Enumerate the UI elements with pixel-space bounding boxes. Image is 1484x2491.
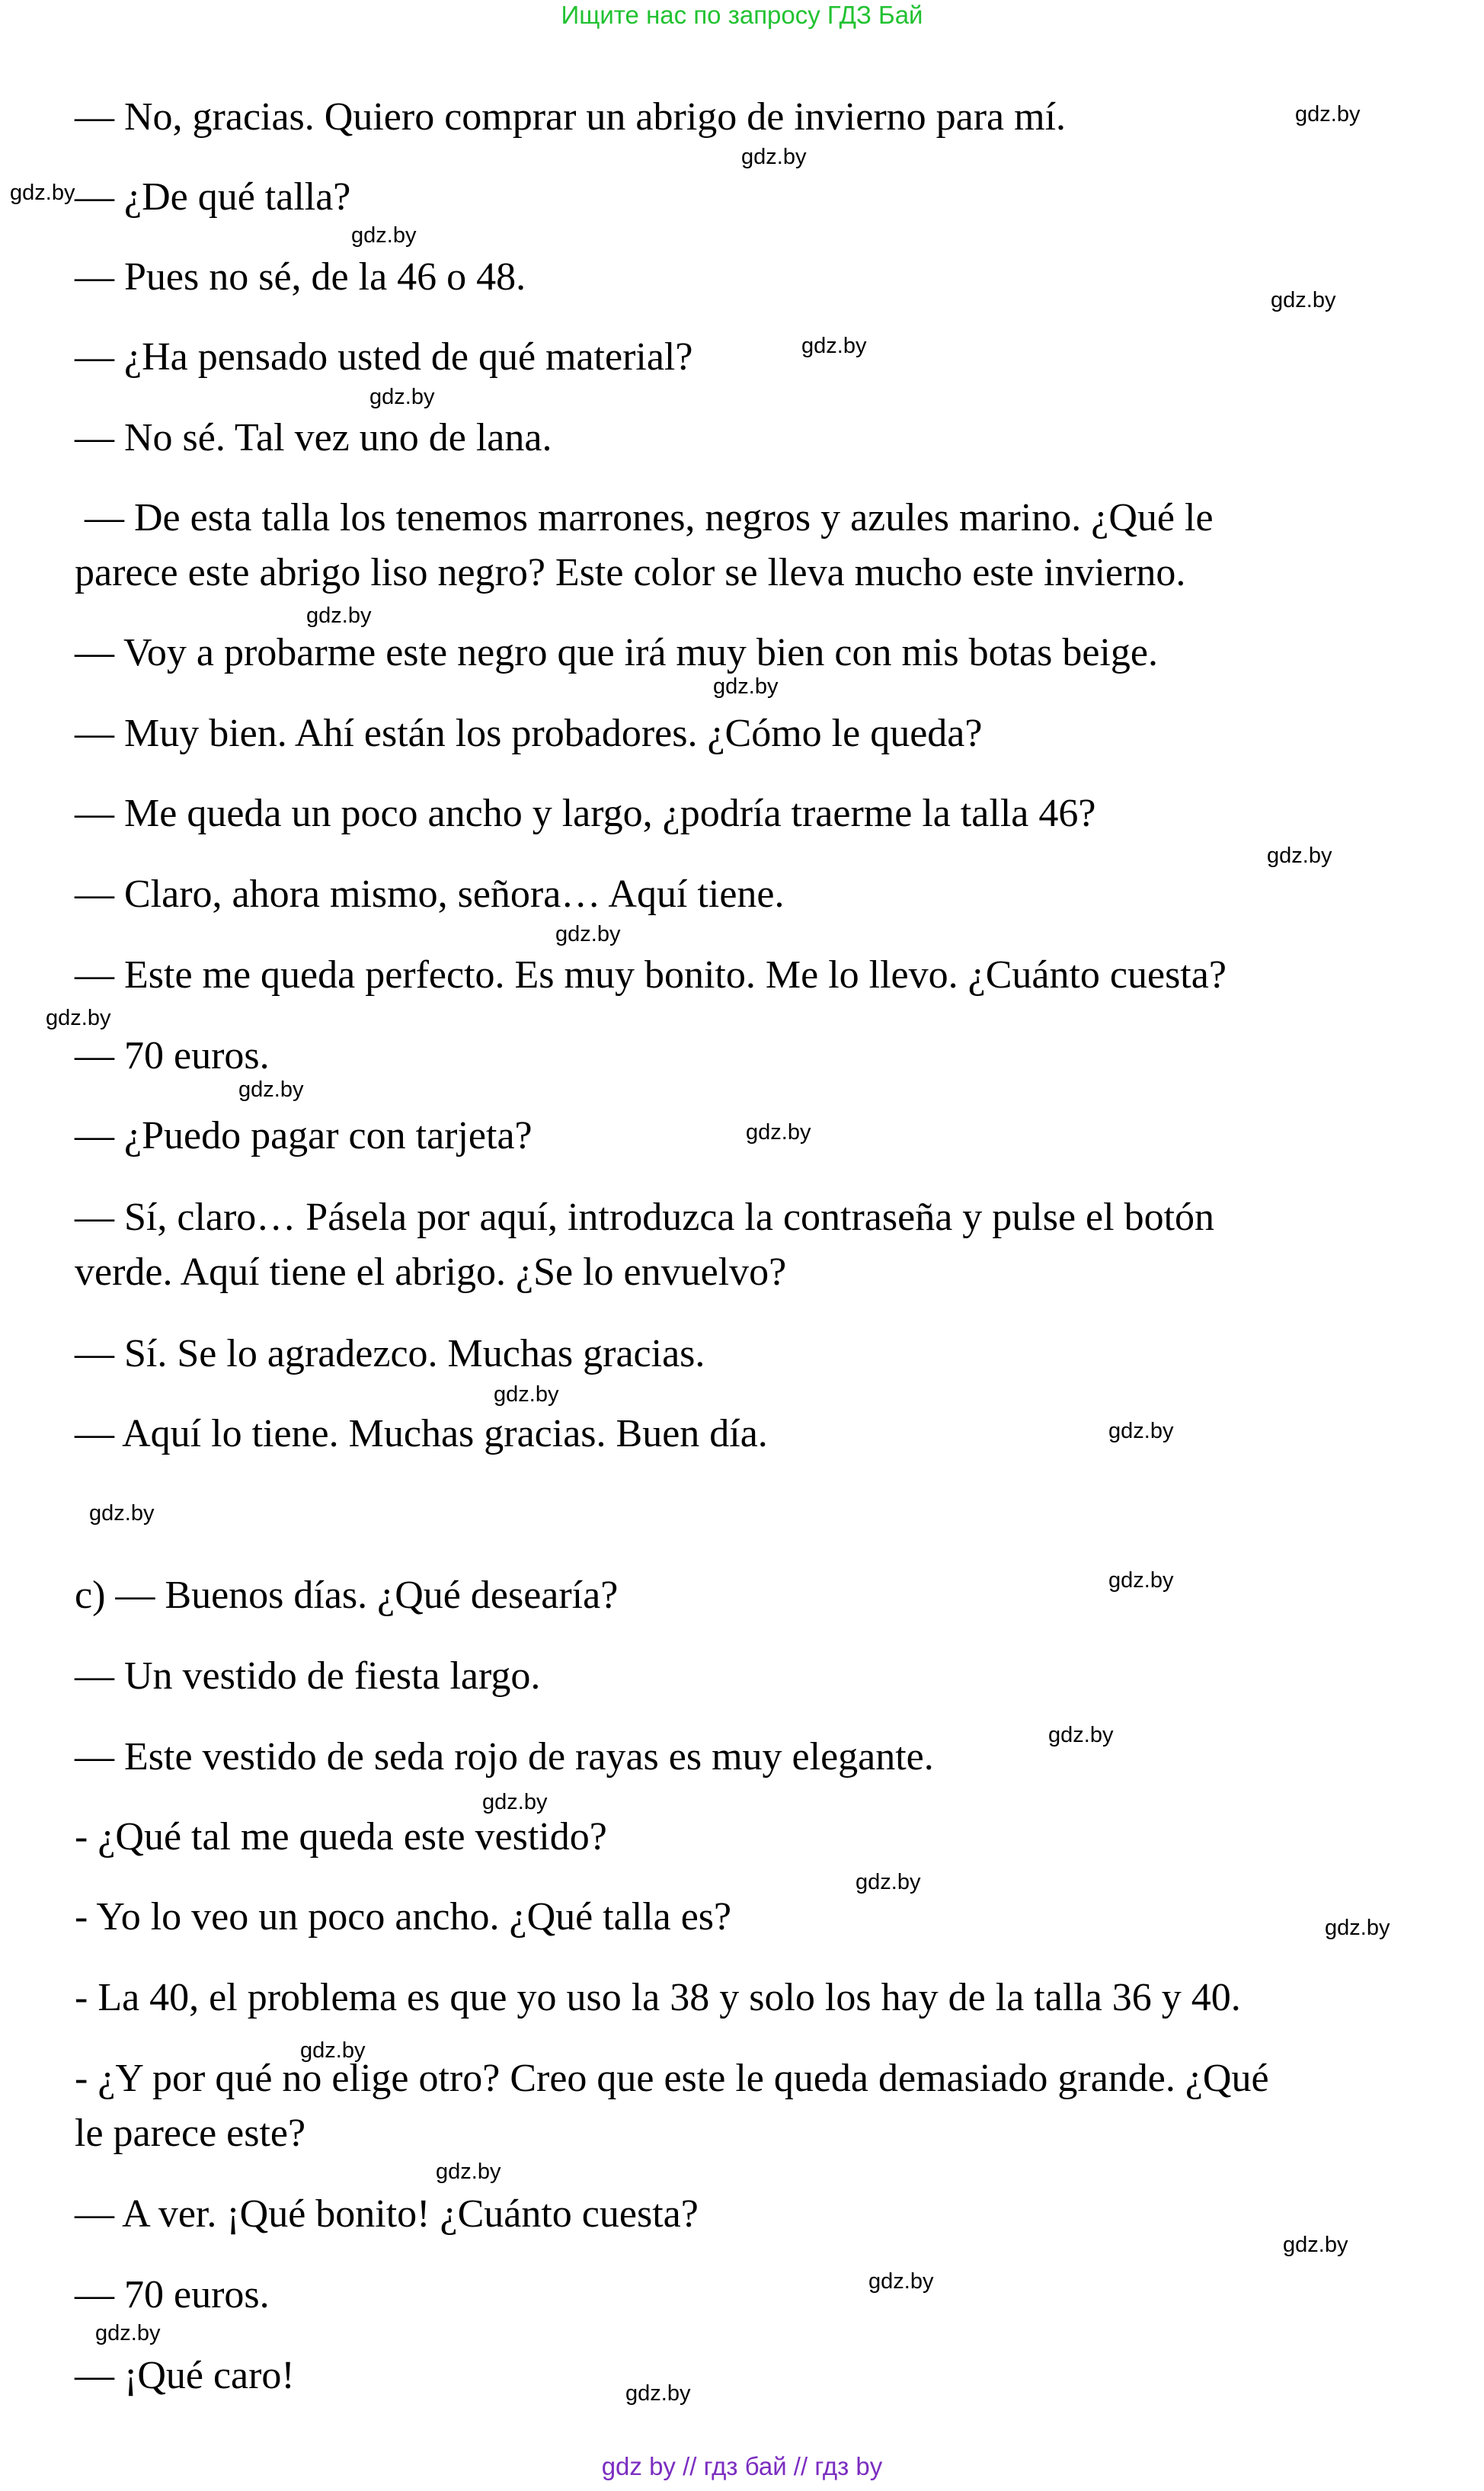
watermark: gdz.by <box>46 1006 111 1030</box>
watermark: gdz.by <box>482 1790 548 1814</box>
watermark: gdz.by <box>1271 288 1336 312</box>
dialogue-line: — Aquí lo tiene. Muchas gracias. Buen día. <box>75 1412 768 1455</box>
dialogue-line: - Yo lo veo un poco ancho. ¿Qué talla es? <box>75 1895 732 1939</box>
watermark: gdz.by <box>1325 1916 1390 1940</box>
dialogue-line: — Un vestido de fiesta largo. <box>75 1654 541 1698</box>
dialogue-line: — Sí, claro… Pásela por aquí, introduzca la contraseña y pulse el botón <box>75 1196 1215 1239</box>
page-header-banner: Ищите нас по запросу ГДЗ Бай <box>561 1 923 29</box>
watermark: gdz.by <box>89 1501 155 1526</box>
dialogue-line: — 70 euros. <box>75 1034 270 1077</box>
dialogue-line: — Este vestido de seda rojo de rayas es muy elegante. <box>75 1735 934 1779</box>
watermark: gdz.by <box>801 334 867 358</box>
watermark: gdz.by <box>1108 1568 1174 1593</box>
dialogue-line: — ¿Puedo pagar con tarjeta? <box>75 1114 533 1157</box>
watermark: gdz.by <box>1283 2233 1348 2257</box>
watermark: gdz.by <box>10 181 75 205</box>
dialogue-line: — ¿Ha pensado usted de qué material? <box>75 335 693 379</box>
dialogue-line: — No, gracias. Quiero comprar un abrigo de invierno para mí. <box>75 95 1067 139</box>
watermark: gdz.by <box>713 674 779 699</box>
watermark: gdz.by <box>238 1077 304 1102</box>
watermark: gdz.by <box>306 604 372 628</box>
watermark: gdz.by <box>300 2038 366 2063</box>
watermark: gdz.by <box>1048 1723 1114 1747</box>
watermark: gdz.by <box>741 145 807 169</box>
dialogue-line: - ¿Y por qué no elige otro? Creo que este le queda demasiado grande. ¿Qué <box>75 2057 1269 2100</box>
watermark: gdz.by <box>1295 102 1361 126</box>
watermark: gdz.by <box>1108 1419 1174 1443</box>
dialogue-line: — ¿De qué talla? <box>75 175 351 219</box>
dialogue-line: le parece este? <box>75 2112 306 2155</box>
dialogue-line: parece este abrigo liso negro? Este color se lleva mucho este invierno. <box>75 551 1186 594</box>
watermark: gdz.by <box>856 1870 921 1894</box>
watermark: gdz.by <box>625 2381 691 2406</box>
watermark: gdz.by <box>1267 844 1332 868</box>
watermark: gdz.by <box>351 223 417 248</box>
watermark: gdz.by <box>494 1382 559 1407</box>
dialogue-line: — Muy bien. Ahí están los probadores. ¿Cómo le queda? <box>75 712 983 755</box>
dialogue-line: — 70 euros. <box>75 2273 270 2317</box>
dialogue-line: — No sé. Tal vez uno de lana. <box>75 416 552 459</box>
watermark: gdz.by <box>746 1120 811 1145</box>
watermark: gdz.by <box>95 2321 161 2345</box>
dialogue-line: — A ver. ¡Qué bonito! ¿Cuánto cuesta? <box>75 2192 699 2236</box>
watermark: gdz.by <box>436 2160 501 2184</box>
dialogue-line: verde. Aquí tiene el abrigo. ¿Se lo envuelvo? <box>75 1250 787 1294</box>
dialogue-line: — Pues no sé, de la 46 o 48. <box>75 255 526 299</box>
dialogue-line: — Voy a probarme este negro que irá muy bien con mis botas beige. <box>75 631 1158 674</box>
dialogue-line: c) — Buenos días. ¿Qué desearía? <box>75 1574 619 1617</box>
dialogue-line: - ¿Qué tal me queda este vestido? <box>75 1815 607 1859</box>
dialogue-line: — Me queda un poco ancho y largo, ¿podría traerme la talla 46? <box>75 792 1096 835</box>
dialogue-line: — De esta talla los tenemos marrones, negros y azules marino. ¿Qué le <box>75 496 1214 540</box>
dialogue-line: — Claro, ahora mismo, señora… Aquí tiene. <box>75 872 785 916</box>
watermark: gdz.by <box>555 922 621 946</box>
dialogue-line: - La 40, el problema es que yo uso la 38 y solo los hay de la talla 36 y 40. <box>75 1976 1241 2019</box>
dialogue-line: — Este me queda perfecto. Es muy bonito. Me lo llevo. ¿Cuánto cuesta? <box>75 953 1227 997</box>
watermark: gdz.by <box>868 2269 934 2294</box>
watermark: gdz.by <box>369 385 435 409</box>
page-footer-banner: gdz by // гдз бай // гдз by <box>601 2452 883 2480</box>
dialogue-line: — ¡Qué caro! <box>75 2354 295 2397</box>
dialogue-line: — Sí. Se lo agradezco. Muchas gracias. <box>75 1332 705 1375</box>
